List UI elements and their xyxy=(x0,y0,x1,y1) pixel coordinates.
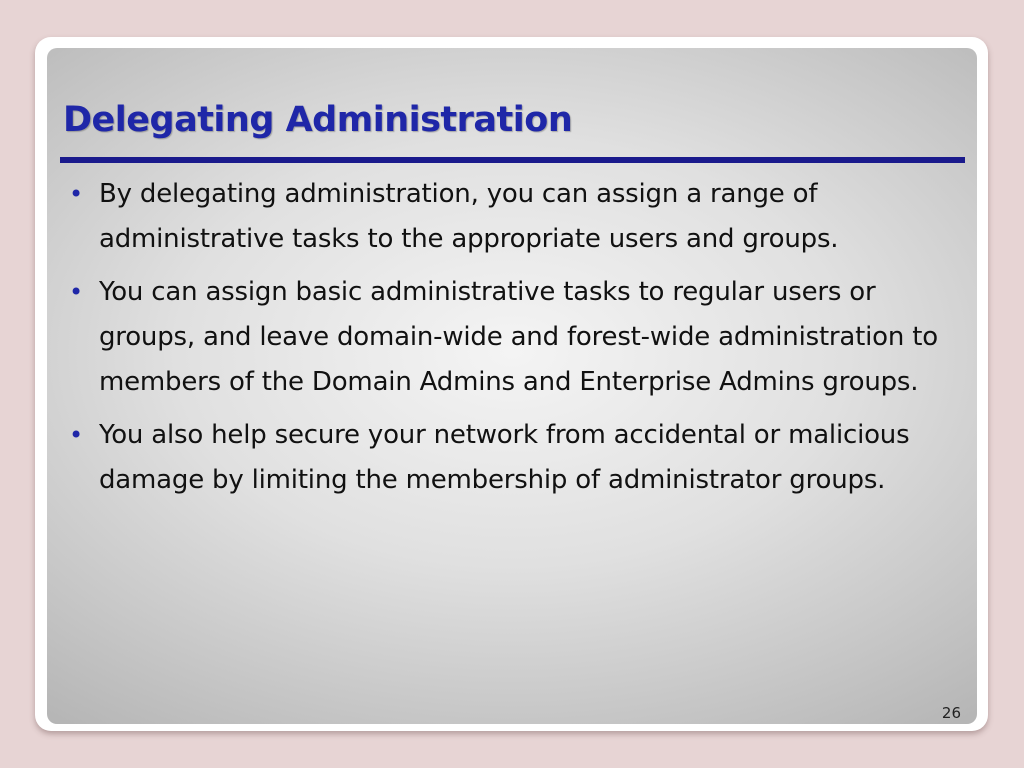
bullet-list xyxy=(69,172,969,511)
bullet-item xyxy=(69,172,969,262)
slide-title: Delegating Administration xyxy=(63,100,573,140)
bullet-item xyxy=(69,270,969,405)
slide xyxy=(47,48,977,724)
title-underline xyxy=(60,157,965,163)
bullet-item xyxy=(69,413,969,503)
bullet-text: You can assign basic administrative tasks to regular users or groups, and leave domain-wide and forest-wide administration to members of the Domain Admins and Enterprise Admins groups. xyxy=(99,277,938,397)
bullet-text: You also help secure your network from accidental or malicious damage by limiting the membership of administrator groups. xyxy=(99,420,910,495)
bullet-text: By delegating administration, you can assign a range of administrative tasks to the appropriate users and groups. xyxy=(99,179,839,254)
bullet-icon: • xyxy=(69,180,83,208)
bullet-icon: • xyxy=(69,278,83,306)
page-number: 26 xyxy=(941,704,961,722)
bullet-icon: • xyxy=(69,421,83,449)
